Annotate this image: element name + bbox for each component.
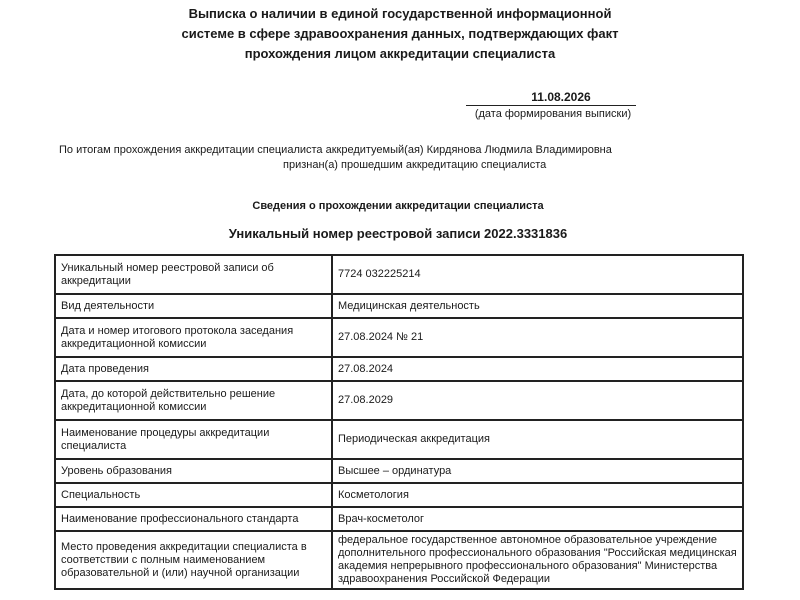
row-label: Вид деятельности (55, 294, 332, 318)
row-value: Косметология (332, 483, 743, 507)
table-row (55, 318, 743, 357)
row-value: 27.08.2024 (332, 357, 743, 381)
row-value: федеральное государственное автономное образовательное учреждение дополнительного профессионального образования "Российская медицинская академия непрерывного профессионального образования" Министерства здравоохранения Российской Федерации (332, 531, 743, 589)
result-line: По итогам прохождения аккредитации специалиста аккредитуемый(ая) Кирдянова Людмила Владимировна (59, 144, 612, 156)
row-label: Уникальный номер реестровой записи об аккредитации (55, 255, 332, 294)
table-row (55, 483, 743, 507)
row-value: Медицинская деятельность (332, 294, 743, 318)
table-row (55, 381, 743, 420)
record-number-heading (0, 226, 800, 241)
section-heading-text: Сведения о прохождении аккредитации специалиста (252, 200, 544, 212)
row-label: Уровень образования (55, 459, 332, 483)
title-line: прохождения лицом аккредитации специалиста (244, 46, 556, 61)
row-label: Дата и номер итогового протокола заседания аккредитационной комиссии (55, 318, 332, 357)
section-heading (0, 200, 800, 212)
row-value: 7724 032225214 (332, 255, 743, 294)
row-value: 27.08.2029 (332, 381, 743, 420)
row-value: Периодическая аккредитация (332, 420, 743, 459)
table-row (55, 294, 743, 318)
row-value: Высшее – ординатура (332, 459, 743, 483)
row-value: Врач-косметолог (332, 507, 743, 531)
table-row (55, 507, 743, 531)
row-label: Дата, до которой действительно решение аккредитационной комиссии (55, 381, 332, 420)
accreditation-info-table (54, 254, 744, 590)
result-line: признан(а) прошедшим аккредитацию специалиста (283, 159, 547, 171)
row-label: Место проведения аккредитации специалиста в соответствии с полным наименованием образовательной и (или) научной организации (55, 531, 332, 589)
row-value: 27.08.2024 № 21 (332, 318, 743, 357)
table-row (55, 459, 743, 483)
date-block (466, 89, 636, 122)
row-label: Дата проведения (55, 357, 332, 381)
issue-date: 11.08.2026 (466, 89, 636, 106)
row-label: Наименование профессионального стандарта (55, 507, 332, 531)
row-label: Специальность (55, 483, 332, 507)
table-row (55, 255, 743, 294)
title-line: системе в сфере здравоохранения данных, подтверждающих факт (181, 26, 619, 41)
row-label: Наименование процедуры аккредитации специалиста (55, 420, 332, 459)
title-line: Выписка о наличии в единой государственной информационной (188, 6, 612, 21)
table-row (55, 357, 743, 381)
record-number-text: Уникальный номер реестровой записи 2022.3331836 (228, 226, 568, 241)
table-row (55, 420, 743, 459)
document-title (0, 4, 800, 64)
issue-date-caption: (дата формирования выписки) (474, 108, 632, 120)
table-row (55, 531, 743, 589)
